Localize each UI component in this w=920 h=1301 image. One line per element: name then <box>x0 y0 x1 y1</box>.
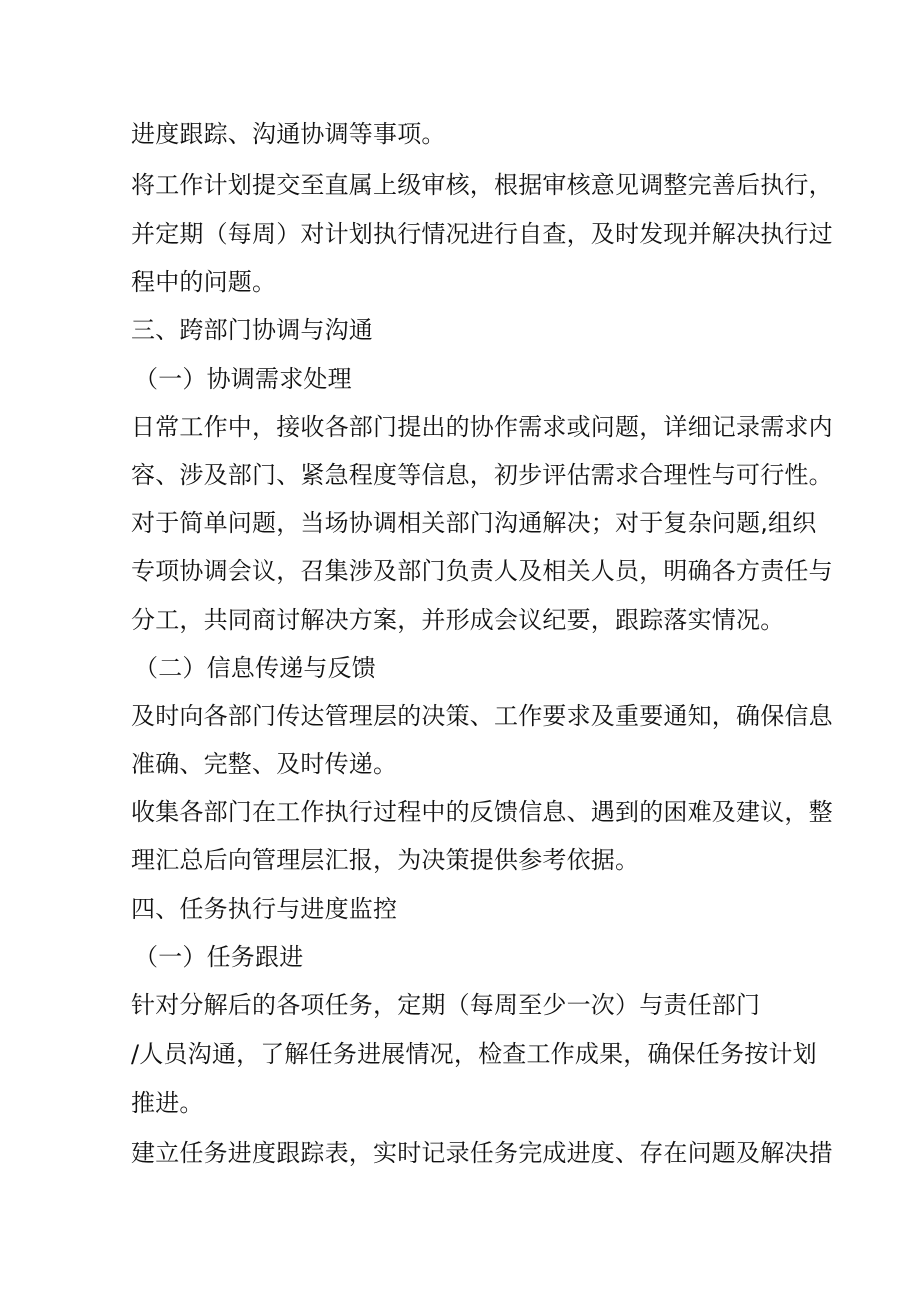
text-line: 收集各部门在工作执行过程中的反馈信息、遇到的困难及建议，整 <box>131 798 833 826</box>
text-line: 针对分解后的各项任务，定期（每周至少一次）与责任部门 <box>131 991 761 1019</box>
section-heading: 三、跨部门协调与沟通 <box>131 316 373 344</box>
text-line: 对于简单问题，当场协调相关部门沟通解决；对于复杂问题,组织 <box>131 509 817 537</box>
text-line: 及时向各部门传达管理层的决策、工作要求及重要通知，确保信息 <box>131 702 833 730</box>
text-line: 推进。 <box>131 1089 204 1117</box>
text-line: 程中的问题。 <box>131 268 277 296</box>
text-line: /人员沟通，了解任务进展情况，检查工作成果，确保任务按计划 <box>131 1040 817 1068</box>
subsection-heading: （一）任务跟进 <box>134 943 304 971</box>
text-line: 准确、完整、及时传递。 <box>131 750 398 778</box>
text-line: 建立任务进度跟踪表，实时记录任务完成进度、存在问题及解决措 <box>131 1139 833 1167</box>
section-heading: 四、任务执行与进度监控 <box>131 895 398 923</box>
text-line: 并定期（每周）对计划执行情况进行自查，及时发现并解决执行过 <box>131 220 833 248</box>
subsection-heading: （二）信息传递与反馈 <box>134 654 376 682</box>
text-line: 将工作计划提交至直属上级审核，根据审核意见调整完善后执行， <box>131 171 833 199</box>
subsection-heading: （一）协调需求处理 <box>134 365 352 393</box>
text-line: 分工，共同商讨解决方案，并形成会议纪要，跟踪落实情况。 <box>131 606 785 634</box>
text-line: 专项协调会议，召集涉及部门负责人及相关人员，明确各方责任与 <box>131 557 833 585</box>
text-line: 理汇总后向管理层汇报，为决策提供参考依据。 <box>131 846 640 874</box>
text-line: 日常工作中，接收各部门提出的协作需求或问题，详细记录需求内 <box>131 413 833 441</box>
text-line: 容、涉及部门、紧急程度等信息，初步评估需求合理性与可行性。 <box>131 461 833 489</box>
text-line: 进度跟踪、沟通协调等事项。 <box>131 120 446 148</box>
